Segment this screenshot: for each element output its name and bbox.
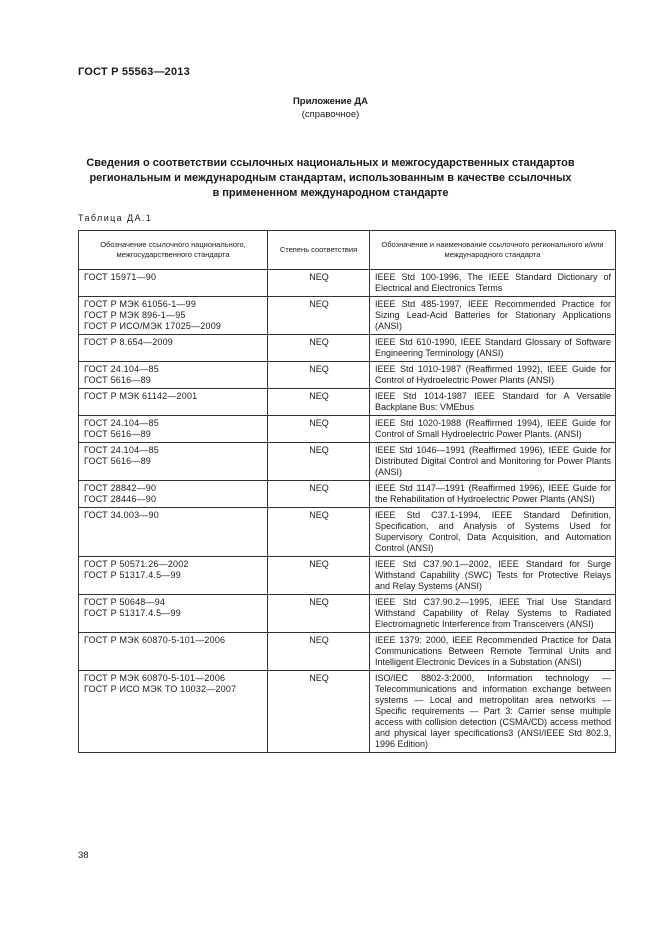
degree-cell: NEQ <box>268 443 370 481</box>
page-number: 38 <box>78 850 89 861</box>
standard-code: ГОСТ Р МЭК 60870-5-101—2006 <box>84 635 226 645</box>
standard-code: ГОСТ 5616—89 <box>84 375 151 385</box>
standard-code: ГОСТ 24.104—85 <box>84 445 159 455</box>
standard-code: ГОСТ Р ИСО МЭК ТО 10032—2007 <box>84 684 237 694</box>
table-row <box>79 671 616 753</box>
degree-cell: NEQ <box>268 362 370 389</box>
appendix-block <box>0 95 661 121</box>
table-row <box>79 297 616 335</box>
degree-cell: NEQ <box>268 270 370 297</box>
national-standard-cell <box>79 362 268 389</box>
international-standard-cell: IEEE Std 485-1997, IEEE Recommended Practice for Sizing Lead-Acid Batteries for Stationary Applications (ANSI) <box>370 297 616 335</box>
standard-code: ГОСТ 24.104—85 <box>84 418 159 428</box>
international-standard-cell: IEEE Std 1014-1987 IEEE Standard for A Versatile Backplane Bus: VMEbus <box>370 389 616 416</box>
national-standard-cell <box>79 508 268 557</box>
heading-line: региональным и международным стандартам, использованным в качестве ссылочных <box>89 172 572 184</box>
header-degree: Степень соответствия <box>268 231 370 270</box>
international-standard-cell: ISO/IEC 8802-3:2000, Information technology — Telecommunications and information exchange between systems — Local and metropolitan area networks — Specific requirements — Part 3: Carrier sense multiple access with collision detection (CSMA/CD) access method and physical layer specifications3 (ANSI/IEEE Std 802.3, 1996 Edition) <box>370 671 616 753</box>
table-row <box>79 595 616 633</box>
national-standard-cell <box>79 335 268 362</box>
international-standard-cell: IEEE Std 610-1990, IEEE Standard Glossary of Software Engineering Terminology (ANSI) <box>370 335 616 362</box>
table-label: Таблица ДА.1 <box>78 213 153 223</box>
table-row <box>79 481 616 508</box>
international-standard-cell: IEEE Std 1147—1991 (Reaffirmed 1996), IEEE Guide for the Rehabilitation of Hydroelectric Power Plants (ANSI) <box>370 481 616 508</box>
document-header: ГОСТ Р 55563—2013 <box>78 66 190 78</box>
appendix-title: Приложение ДА <box>292 96 369 107</box>
header-national-standard: Обозначение ссылочного национального, межгосударственного стандарта <box>79 231 268 270</box>
international-standard-cell: IEEE Std 1046—1991 (Reaffirmed 1996), IEEE Guide for Distributed Digital Control and Monitoring for Power Plants (ANSI) <box>370 443 616 481</box>
correspondence-table <box>78 230 616 753</box>
national-standard-cell <box>79 595 268 633</box>
heading-line: в примененном международном стандарте <box>212 187 449 199</box>
degree-cell: NEQ <box>268 671 370 753</box>
standard-code: ГОСТ Р 8.654—2009 <box>84 337 174 347</box>
national-standard-cell <box>79 671 268 753</box>
standard-code: ГОСТ Р 51317.4.5—99 <box>84 608 181 618</box>
standard-code: ГОСТ 5616—89 <box>84 456 151 466</box>
degree-cell: NEQ <box>268 297 370 335</box>
standard-code: ГОСТ Р ИСО/МЭК 17025—2009 <box>84 321 222 331</box>
degree-cell: NEQ <box>268 557 370 595</box>
national-standard-cell <box>79 416 268 443</box>
national-standard-cell <box>79 389 268 416</box>
national-standard-cell <box>79 481 268 508</box>
international-standard-cell: IEEE Std C37.90.2—1995, IEEE Trial Use Standard Withstand Capability of Relay Systems to Radiated Electromagnetic Interference from Transceivers (ANSI) <box>370 595 616 633</box>
table-row <box>79 416 616 443</box>
international-standard-cell: IEEE Std C37.1-1994, IEEE Standard Definition, Specification, and Analysis of Systems Used for Supervisory Control, Data Acquisition, and Automation Control (ANSI) <box>370 508 616 557</box>
degree-cell: NEQ <box>268 389 370 416</box>
standard-code: ГОСТ 28842—90 <box>84 483 157 493</box>
international-standard-cell: IEEE 1379: 2000, IEEE Recommended Practice for Data Communications Between Remote Terminal Units and Intelligent Electronic Devices in a Substation (ANSI) <box>370 633 616 671</box>
degree-cell: NEQ <box>268 508 370 557</box>
table-row <box>79 557 616 595</box>
degree-cell: NEQ <box>268 416 370 443</box>
table-body <box>79 270 616 753</box>
table-row <box>79 335 616 362</box>
national-standard-cell <box>79 557 268 595</box>
table-row <box>79 633 616 671</box>
standard-code: ГОСТ 15971—90 <box>84 272 157 282</box>
table-row <box>79 389 616 416</box>
degree-cell: NEQ <box>268 633 370 671</box>
international-standard-cell: IEEE Std 100-1996, The IEEE Standard Dictionary of Electrical and Electronics Terms <box>370 270 616 297</box>
standard-code: ГОСТ Р 51317.4.5—99 <box>84 570 181 580</box>
standard-code: ГОСТ 24.104—85 <box>84 364 159 374</box>
standard-code: ГОСТ Р МЭК 60870-5-101—2006 <box>84 673 226 683</box>
standard-code: ГОСТ Р 50648—94 <box>84 597 166 607</box>
section-heading <box>80 156 581 201</box>
standard-code: ГОСТ 34.003—90 <box>84 510 159 520</box>
standard-code: ГОСТ Р МЭК 896-1—95 <box>84 310 186 320</box>
header-international-standard: Обозначение и наименование ссылочного регионального и/или международного стандарта <box>370 231 616 270</box>
table-header-row <box>79 231 616 270</box>
table-row <box>79 443 616 481</box>
standard-code: ГОСТ 5616—89 <box>84 429 151 439</box>
standard-code: ГОСТ Р 50571.26—2002 <box>84 559 189 569</box>
standard-code: ГОСТ Р МЭК 61056-1—99 <box>84 299 197 309</box>
international-standard-cell: IEEE Std 1020-1988 (Reaffirmed 1994), IEEE Guide for Control of Small Hydroelectric Power Plants. (ANSI) <box>370 416 616 443</box>
national-standard-cell <box>79 633 268 671</box>
degree-cell: NEQ <box>268 335 370 362</box>
national-standard-cell <box>79 297 268 335</box>
national-standard-cell <box>79 443 268 481</box>
degree-cell: NEQ <box>268 481 370 508</box>
standard-code: ГОСТ Р МЭК 61142—2001 <box>84 391 198 401</box>
international-standard-cell: IEEE Std 1010-1987 (Reaffirmed 1992), IEEE Guide for Control of Hydroelectric Power Plants (ANSI) <box>370 362 616 389</box>
table-row <box>79 362 616 389</box>
standard-code: ГОСТ 28446—90 <box>84 494 157 504</box>
appendix-note: (справочное) <box>301 109 360 120</box>
degree-cell: NEQ <box>268 595 370 633</box>
heading-line: Сведения о соответствии ссылочных национальных и межгосударственных стандартов <box>86 157 575 169</box>
table-row <box>79 270 616 297</box>
international-standard-cell: IEEE Std C37.90.1—2002, IEEE Standard for Surge Withstand Capability (SWC) Tests for Protective Relays and Relay Systems (ANSI) <box>370 557 616 595</box>
table-row <box>79 508 616 557</box>
national-standard-cell <box>79 270 268 297</box>
